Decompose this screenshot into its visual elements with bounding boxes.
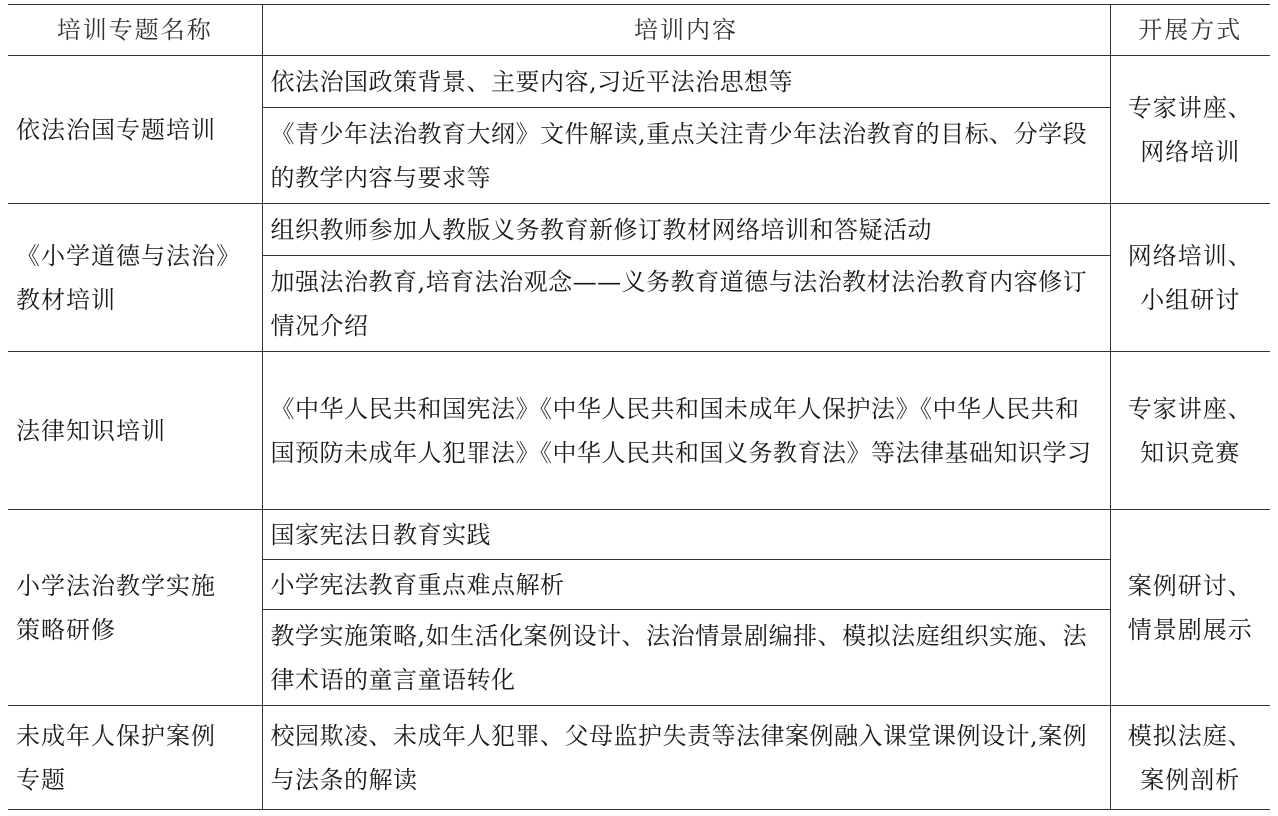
method-cell — [1110, 352, 1270, 510]
method-line: 案例剖析 — [1140, 765, 1241, 794]
topic-name-cell — [8, 510, 262, 706]
method-line: 网络培训 — [1140, 137, 1241, 166]
topic-name-cell — [8, 56, 262, 204]
training-table — [8, 4, 1270, 810]
method-line: 知识竞赛 — [1140, 438, 1241, 467]
method-line: 专家讲座、 — [1127, 394, 1253, 423]
method-line: 网络培训、 — [1127, 241, 1253, 270]
topic-name-cell — [8, 352, 262, 510]
topic-name-line: 专题 — [16, 765, 66, 794]
content-cell: 校园欺凌、未成年人犯罪、父母监护失责等法律案例融入课堂课例设计,案例与法条的解读 — [262, 706, 1110, 810]
method-line: 小组研讨 — [1140, 285, 1241, 314]
topic-name-line: 依法治国专题培训 — [16, 115, 216, 144]
topic-name-line: 小学法治教学实施 — [16, 571, 216, 600]
table-row — [8, 352, 1270, 510]
header-topic-name: 培训专题名称 — [8, 5, 262, 56]
method-cell — [1110, 510, 1270, 706]
method-cell — [1110, 706, 1270, 810]
content-cell: 教学实施策略,如生活化案例设计、法治情景剧编排、模拟法庭组织实施、法律术语的童言童语转化 — [262, 610, 1110, 706]
table-row — [8, 706, 1270, 810]
content-cell: 组织教师参加人教版义务教育新修订教材网络培训和答疑活动 — [262, 204, 1110, 256]
topic-name-cell — [8, 204, 262, 352]
header-method: 开展方式 — [1110, 5, 1270, 56]
topic-name-line: 《小学道德与法治》 — [16, 241, 241, 270]
topic-name-line: 法律知识培训 — [16, 416, 166, 445]
method-line: 专家讲座、 — [1127, 93, 1253, 122]
header-content: 培训内容 — [262, 5, 1110, 56]
content-cell: 国家宪法日教育实践 — [262, 510, 1110, 560]
topic-name-line: 未成年人保护案例 — [16, 721, 216, 750]
topic-name-line: 教材培训 — [16, 285, 116, 314]
content-cell: 小学宪法教育重点难点解析 — [262, 560, 1110, 610]
table-row — [8, 204, 1270, 256]
table-row — [8, 510, 1270, 560]
table-row — [8, 56, 1270, 108]
content-cell: 加强法治教育,培育法治观念——义务教育道德与法治教材法治教育内容修订情况介绍 — [262, 256, 1110, 352]
header-row — [8, 5, 1270, 56]
content-cell: 《青少年法治教育大纲》文件解读,重点关注青少年法治教育的目标、分学段的教学内容与要求等 — [262, 108, 1110, 204]
method-line: 模拟法庭、 — [1127, 721, 1253, 750]
topic-name-cell — [8, 706, 262, 810]
topic-name-line: 策略研修 — [16, 615, 116, 644]
method-cell — [1110, 56, 1270, 204]
method-line: 案例研讨、 — [1127, 571, 1253, 600]
method-cell — [1110, 204, 1270, 352]
content-cell: 《中华人民共和国宪法》《中华人民共和国未成年人保护法》《中华人民共和国预防未成年人犯罪法》《中华人民共和国义务教育法》等法律基础知识学习 — [262, 352, 1110, 510]
method-line: 情景剧展示 — [1127, 615, 1253, 644]
content-cell: 依法治国政策背景、主要内容,习近平法治思想等 — [262, 56, 1110, 108]
